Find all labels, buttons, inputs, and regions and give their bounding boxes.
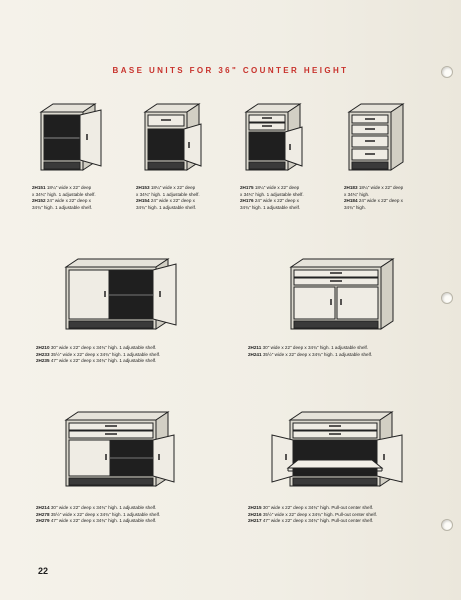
page-number: 22 xyxy=(38,566,49,576)
model-code: 2H217 xyxy=(248,518,262,524)
spec-text: 35½" wide x 22" deep x 34¾" high. Pull-out center shelf. xyxy=(262,511,378,517)
model-code: 2H152 xyxy=(32,198,46,204)
spec-text: 30" wide x 22" deep x 34¾" high. 1 adjustable shelf. xyxy=(262,345,369,350)
page-title: BASE UNITS FOR 36" COUNTER HEIGHT xyxy=(112,66,349,75)
spec-text: 24" wide x 22" deep x xyxy=(46,198,91,204)
spec-text: x 34¾" high. 1 adjustable shelf. xyxy=(136,191,200,197)
model-code: 2H184 xyxy=(344,198,358,204)
cabinet-wide-drawers-double-door-illustration xyxy=(285,255,415,340)
spec-text: 18¼" wide x 22" deep xyxy=(150,185,196,190)
binder-hole-bottom xyxy=(441,519,453,531)
spec-block-2h175-2h176 xyxy=(240,185,304,211)
model-code: 2H176 xyxy=(240,198,254,204)
spec-text: 34¾" high. 1 adjustable shelf. xyxy=(32,204,93,210)
cabinet-drawer-door-illustration xyxy=(139,100,229,180)
spec-text: 24" wide x 22" deep x xyxy=(358,198,403,204)
spec-text: 30" wide x 22" deep x 34¾" high. 1 adjustable shelf. xyxy=(50,505,157,510)
model-code: 2H235 xyxy=(36,358,50,364)
model-code: 2H151 xyxy=(32,185,46,190)
spec-text: 34¾" high. 1 adjustable shelf. xyxy=(136,204,197,210)
model-code: 2H210 xyxy=(36,345,50,350)
cabinet-wide-double-door-illustration xyxy=(60,255,190,340)
model-code: 2H215 xyxy=(248,505,262,510)
spec-text: 18¼" wide x 22" deep xyxy=(254,185,300,190)
model-code: 2H241 xyxy=(248,351,262,357)
spec-text: 35½" wide x 22" deep x 34¾" high. 1 adjustable shelf. xyxy=(50,351,161,357)
cabinet-wide-pullout-shelf-illustration xyxy=(262,408,422,500)
spec-text: 24" wide x 22" deep x xyxy=(150,198,195,204)
spec-block-2h153-2h154 xyxy=(136,185,200,211)
binder-hole-top xyxy=(441,66,453,78)
spec-text: 47" wide x 22" deep x 34¾" high. Pull-out center shelf. xyxy=(262,518,374,524)
cabinet-drawer-stack-illustration xyxy=(343,100,433,180)
spec-text: 34¾" high. xyxy=(344,204,366,210)
model-code: 2H278 xyxy=(36,511,50,517)
spec-text: 30" wide x 22" deep x 34¾" high. 1 adjustable shelf. xyxy=(50,345,157,350)
cabinet-single-door-illustration xyxy=(35,100,125,180)
binder-hole-middle xyxy=(441,292,453,304)
spec-text: 35½" wide x 22" deep x 34¾" high. 1 adjustable shelf. xyxy=(262,351,373,357)
spec-block-2h214-2h278-2h279 xyxy=(36,505,160,525)
spec-text: 34¾" high. 1 adjustable shelf. xyxy=(240,204,301,210)
spec-text: 18¼" wide x 22" deep xyxy=(46,185,92,190)
model-code: 2H214 xyxy=(36,505,50,510)
model-code: 2H183 xyxy=(344,185,358,190)
cabinet-two-drawer-door-illustration xyxy=(240,100,330,180)
model-code: 2H216 xyxy=(248,511,262,517)
model-code: 2H211 xyxy=(248,345,262,350)
spec-text: x 34¾" high. xyxy=(344,191,370,197)
spec-block-2h183-2h184 xyxy=(344,185,403,211)
cabinet-wide-drawers-open-door-illustration xyxy=(60,408,190,500)
spec-text: 24" wide x 22" deep x xyxy=(254,198,299,204)
model-code: 2H233 xyxy=(36,351,50,357)
model-code: 2H153 xyxy=(136,185,150,190)
spec-block-2h211-2h241 xyxy=(248,345,372,358)
spec-block-2h151-2h152 xyxy=(32,185,96,211)
spec-block-2h210-2h233-2h235 xyxy=(36,345,160,365)
spec-text: 30" wide x 22" deep x 34¾" high. Pull-out center shelf. xyxy=(262,505,374,510)
spec-block-2h215-2h216-2h217 xyxy=(248,505,377,525)
spec-text: x 34¾" high. 1 adjustable shelf. xyxy=(240,191,304,197)
model-code: 2H154 xyxy=(136,198,150,204)
model-code: 2H175 xyxy=(240,185,254,190)
spec-text: x 34¾" high. 1 adjustable shelf. xyxy=(32,191,96,197)
spec-text: 47" wide x 22" deep x 34¾" high. 1 adjustable shelf. xyxy=(50,518,157,524)
spec-text: 18¼" wide x 22" deep xyxy=(358,185,404,190)
spec-text: 35½" wide x 22" deep x 34¾" high. 1 adjustable shelf. xyxy=(50,511,161,517)
model-code: 2H279 xyxy=(36,518,50,524)
spec-text: 47" wide x 22" deep x 34¾" high. 1 adjustable shelf. xyxy=(50,358,157,364)
